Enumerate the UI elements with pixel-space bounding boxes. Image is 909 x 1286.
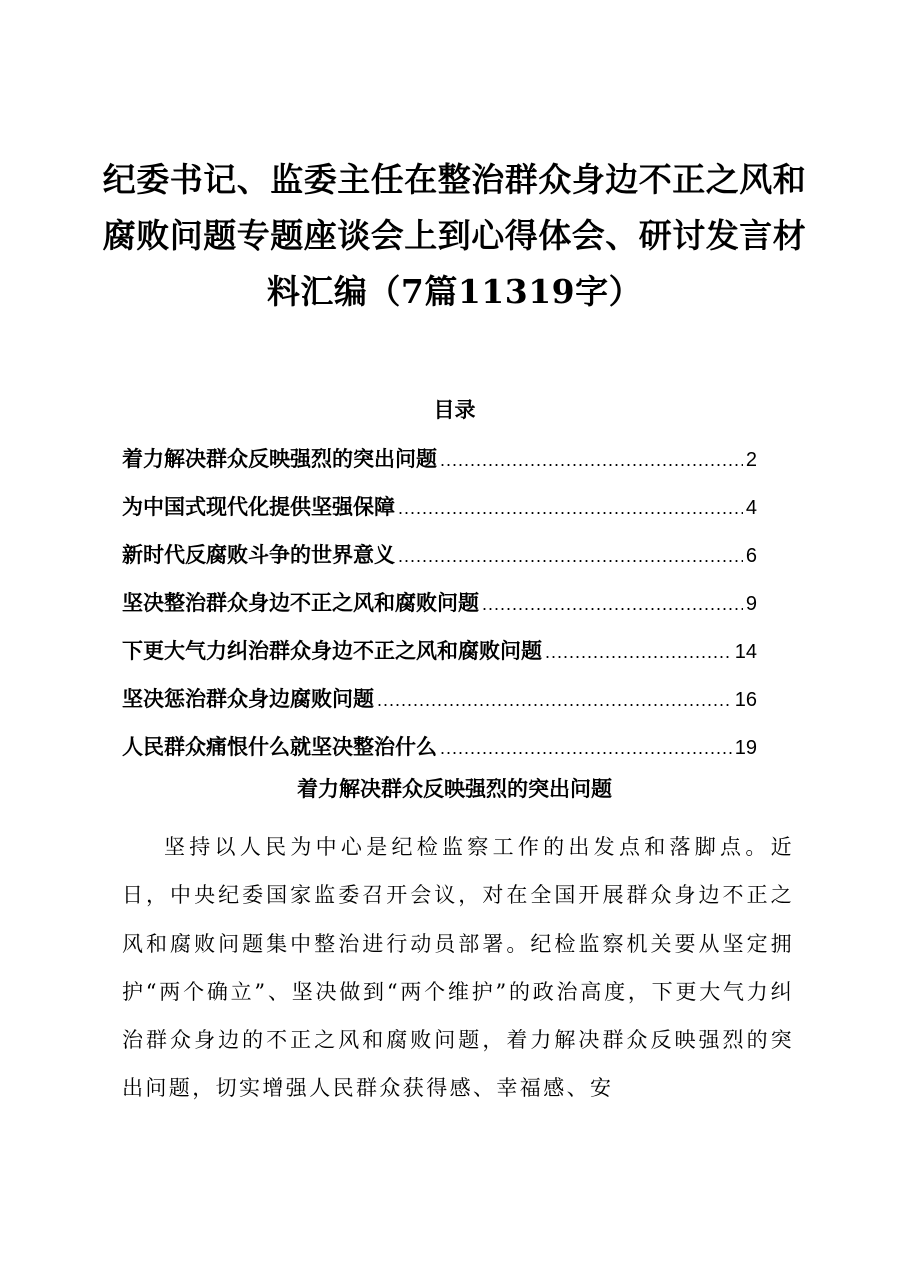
toc-entry-title: 为中国式现代化提供坚强保障 — [122, 494, 395, 519]
toc-entry[interactable] — [122, 677, 757, 725]
toc-dot-leader — [482, 582, 743, 626]
toc-entry[interactable] — [122, 533, 757, 581]
toc-dot-leader — [377, 678, 732, 722]
toc-entry[interactable] — [122, 725, 757, 773]
toc-page-number: 9 — [745, 593, 757, 615]
toc-page-number: 16 — [734, 689, 757, 711]
toc-entry-title: 下更大气力纠治群众身边不正之风和腐败问题 — [122, 638, 542, 663]
toc-page-number: 19 — [734, 737, 757, 759]
toc-dot-leader — [440, 726, 732, 770]
toc-entry[interactable] — [122, 485, 757, 533]
toc-dot-leader — [398, 534, 743, 578]
toc-entry-title: 坚决整治群众身边不正之风和腐败问题 — [122, 590, 479, 615]
toc-page-number: 4 — [745, 497, 757, 519]
toc-dot-leader — [440, 438, 743, 482]
toc-entry-title: 着力解决群众反映强烈的突出问题 — [122, 446, 437, 471]
toc-entry[interactable] — [122, 629, 757, 677]
toc-page-number: 6 — [745, 545, 757, 567]
toc-dot-leader — [398, 486, 743, 530]
toc-heading: 目录 — [433, 397, 476, 422]
document-title: 纪委书记、监委主任在整治群众身边不正之风和腐败问题专题座谈会上到心得体会、研讨发言材料汇编（7篇11319字） — [102, 160, 807, 311]
toc-entry-title: 人民群众痛恨什么就坚决整治什么 — [122, 734, 437, 759]
body-paragraph: 坚持以人民为中心是纪检监察工作的出发点和落脚点。近日，中央纪委国家监委召开会议，对在全国开展群众身边不正之风和腐败问题集中整治进行动员部署。纪检监察机关要从坚定拥护“两个确立”、坚决做到“两个维护”的政治高度，下更大气力纠治群众身边的不正之风和腐败问题，着力解决群众反映强烈的突出问题，切实增强人民群众获得感、幸福感、安 — [122, 835, 794, 1101]
toc-page-number: 2 — [745, 449, 757, 471]
toc-page-number: 14 — [734, 641, 757, 663]
table-of-contents — [122, 437, 757, 773]
toc-entry-title: 坚决惩治群众身边腐败问题 — [122, 686, 374, 711]
toc-entry[interactable] — [122, 581, 757, 629]
toc-entry-title: 新时代反腐败斗争的世界意义 — [122, 542, 395, 567]
toc-entry[interactable] — [122, 437, 757, 485]
toc-dot-leader — [545, 630, 732, 674]
section-heading: 着力解决群众反映强烈的突出问题 — [297, 776, 612, 801]
